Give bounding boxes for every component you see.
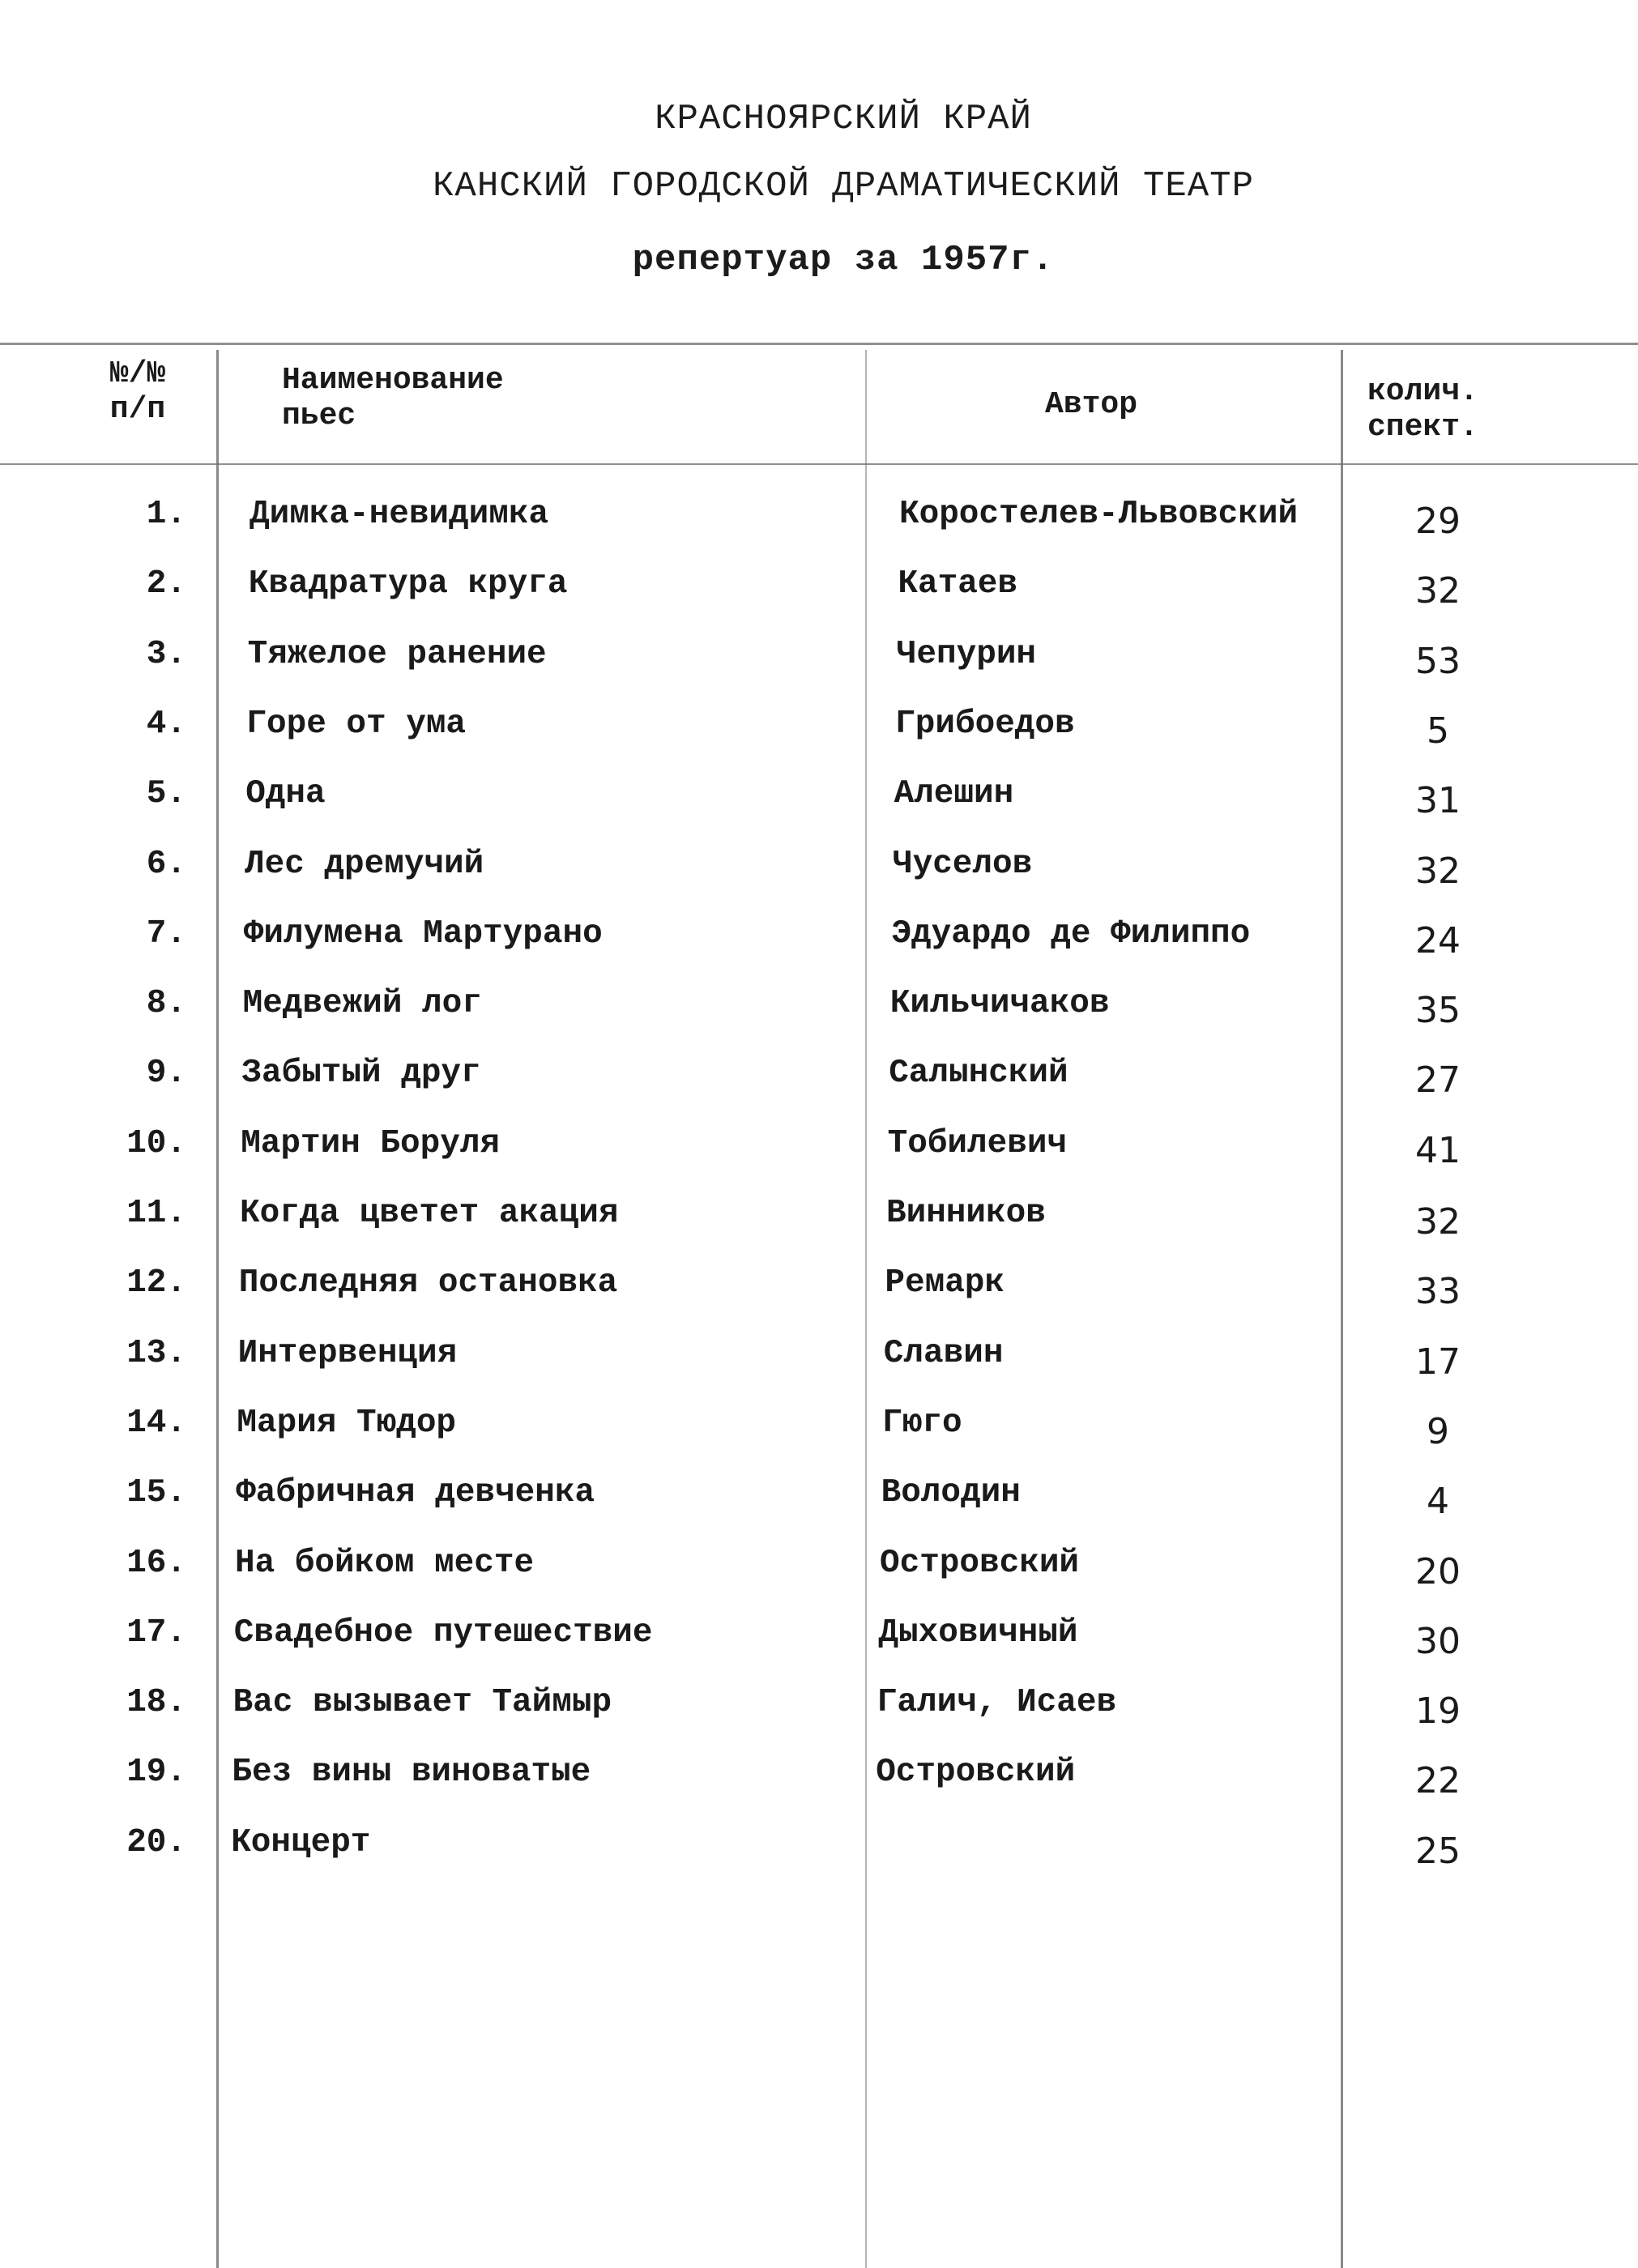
play-title: Интервенция	[237, 1334, 458, 1372]
play-author: Коростелев-Львовский	[899, 496, 1299, 533]
row-number: 2.	[146, 565, 186, 603]
play-author: Островский	[876, 1754, 1076, 1792]
column-header-title: Наименование пьес	[282, 363, 504, 433]
table-row	[0, 1824, 1638, 1889]
table-row	[0, 985, 1638, 1050]
play-author: Тобилевич	[887, 1124, 1068, 1162]
play-title: Последняя остановка	[238, 1264, 618, 1302]
row-number: 1.	[146, 496, 186, 533]
table-row	[0, 1335, 1638, 1400]
performance-count: 9	[1427, 1410, 1449, 1452]
row-number: 11.	[126, 1195, 186, 1232]
column-header-count: колич. спект.	[1367, 374, 1478, 445]
play-title: Квадратура круга	[248, 565, 568, 603]
row-number: 6.	[146, 845, 186, 883]
row-number: 9.	[146, 1055, 186, 1093]
play-author: Островский	[880, 1544, 1080, 1582]
table-header-rule	[0, 463, 1638, 465]
play-author: Ремарк	[885, 1264, 1005, 1302]
performance-count: 20	[1415, 1550, 1461, 1592]
row-number: 19.	[126, 1754, 186, 1792]
row-number: 12.	[126, 1264, 186, 1302]
play-title: Свадебное путешествие	[233, 1614, 653, 1652]
play-author: Чепурин	[896, 635, 1037, 673]
table-top-rule	[0, 343, 1638, 345]
table-row	[0, 706, 1638, 770]
performance-count: 31	[1415, 780, 1461, 822]
play-title: Медвежий лог	[242, 985, 482, 1023]
table-row	[0, 1614, 1638, 1679]
play-title: Забытый друг	[241, 1055, 481, 1093]
repertoire-heading: репертуар за 1957г.	[632, 240, 1055, 280]
play-author: Галич, Исаев	[877, 1684, 1117, 1722]
table-row	[0, 636, 1638, 701]
performance-count: 19	[1415, 1690, 1461, 1733]
play-title: Филумена Мартурано	[243, 914, 603, 953]
play-author: Катаев	[898, 565, 1018, 603]
table-row	[0, 1055, 1638, 1119]
table-row	[0, 1264, 1638, 1329]
theatre-heading: КАНСКИЙ ГОРОДСКОЙ ДРАМАТИЧЕСКИЙ ТЕАТР	[433, 166, 1254, 207]
performance-count: 30	[1415, 1620, 1461, 1662]
performance-count: 17	[1415, 1341, 1461, 1383]
play-author: Винников	[886, 1195, 1046, 1232]
row-number: 3.	[146, 635, 186, 673]
play-title: Вас вызывает Таймыр	[232, 1684, 612, 1722]
play-title: Тяжелое ранение	[247, 635, 547, 673]
row-number: 4.	[146, 705, 186, 743]
play-author: Гюго	[882, 1404, 962, 1442]
play-title: Когда цветет акация	[240, 1195, 619, 1232]
row-number: 17.	[126, 1614, 186, 1652]
table-row	[0, 915, 1638, 980]
row-number: 15.	[126, 1474, 186, 1512]
play-title: Димка-невидимка	[250, 496, 549, 533]
row-number: 18.	[126, 1684, 186, 1722]
play-title: Фабричная девченка	[236, 1474, 595, 1512]
table-row	[0, 1405, 1638, 1469]
play-author: Дыховичный	[878, 1614, 1078, 1652]
table-row	[0, 1474, 1638, 1539]
row-number: 13.	[126, 1334, 186, 1372]
performance-count: 24	[1415, 919, 1461, 961]
performance-count: 5	[1427, 710, 1449, 752]
row-number: 20.	[126, 1823, 186, 1861]
table-row	[0, 775, 1638, 840]
table-row	[0, 1545, 1638, 1609]
performance-count: 4	[1427, 1481, 1449, 1523]
performance-count: 53	[1415, 640, 1461, 682]
play-author: Алешин	[894, 775, 1014, 813]
performance-count: 22	[1415, 1760, 1461, 1802]
table-row	[0, 1125, 1638, 1190]
column-header-number: №/№ п/п	[109, 356, 166, 427]
performance-count: 32	[1415, 1201, 1461, 1243]
play-author: Славин	[883, 1334, 1004, 1372]
performance-count: 33	[1415, 1271, 1461, 1313]
play-title: Мартин Боруля	[241, 1124, 501, 1162]
performance-count: 32	[1415, 570, 1461, 612]
row-number: 16.	[126, 1544, 186, 1582]
play-title: Одна	[245, 775, 326, 813]
play-title: Мария Тюдор	[237, 1404, 457, 1442]
row-number: 8.	[146, 985, 186, 1023]
play-author: Эдуардо де Филиппо	[891, 914, 1251, 953]
performance-count: 25	[1415, 1830, 1461, 1872]
region-heading: КРАСНОЯРСКИЙ КРАЙ	[655, 99, 1032, 139]
row-number: 10.	[126, 1124, 186, 1162]
performance-count: 41	[1415, 1129, 1461, 1171]
table-row	[0, 565, 1638, 630]
row-number: 7.	[146, 914, 186, 953]
play-title: Горе от ума	[246, 705, 467, 743]
table-row	[0, 1754, 1638, 1818]
performance-count: 32	[1415, 850, 1461, 892]
performance-count: 29	[1415, 501, 1461, 542]
table-row	[0, 1195, 1638, 1260]
row-number: 14.	[126, 1404, 186, 1442]
play-author: Кильчичаков	[889, 985, 1110, 1023]
row-number: 5.	[146, 775, 186, 813]
table-row	[0, 1684, 1638, 1749]
play-title: Концерт	[231, 1823, 371, 1861]
play-author: Володин	[881, 1474, 1021, 1512]
performance-count: 27	[1415, 1059, 1461, 1102]
play-title: Без вины виноватые	[232, 1754, 591, 1792]
performance-count: 35	[1415, 990, 1461, 1032]
play-title: На бойком месте	[235, 1544, 535, 1582]
play-author: Чуселов	[893, 845, 1033, 883]
play-title: Лес дремучий	[245, 845, 484, 883]
play-author: Салынский	[889, 1055, 1069, 1093]
play-author: Грибоедов	[895, 705, 1075, 743]
table-row	[0, 496, 1638, 561]
table-row	[0, 846, 1638, 910]
column-header-author: Автор	[1045, 387, 1138, 422]
